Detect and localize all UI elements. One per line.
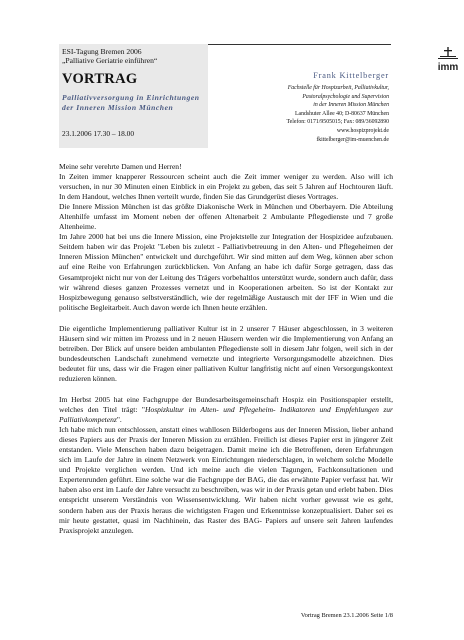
position-paper-title: Hospizkultur im Alten- und Pflegeheim- Indikatoren und Empfehlungen zur Palliativkompetenz (59, 405, 393, 425)
talk-topic-line2: der Inneren Mission München (62, 103, 174, 112)
page-footer: Vortrag Bremen 23.1.2006 Seite 1/8 (300, 612, 393, 619)
paragraph-intro: In Zeiten immer knapperer Ressourcen scheint auch die Zeit immer weniger zu werden. Also will ich versuchen, in nur 30 Minuten einen Einblick in ein Projekt zu geben, das seit 5 Jahren auf Hochtouren läuft. In dem Handout, welches Ihnen verteilt wurde, finden Sie das Grundgerüst dieses Vortrages. (59, 172, 393, 202)
paragraph-approach: Ich habe mich nun entschlossen, anstatt eines wahllosen Bilderbogens aus der Inneren Mission, lieber anhand dieses Papiers aus der Praxis der Inneren Mission zu erzählen. Freilich ist dieses Papier erst in jüngerer Zeit entstanden. Viele Menschen haben dazu beigetragen. Damit meine ich die Betroffenen, deren Erfahrungen sich im Laufe der Jahre in einem Netzwerk von Einrichtungen niederschlagen, in welchem solche Modelle und Projekte verglichen werden. Und ich meine auch die vielen Tagungen, Fachkonsultationen und Expertenrunden geführt. Eine solche war die Fachgruppe der BAG, die das erwähnte Papier verfasst hat. Wir haben also erst im Laufe der Jahre versucht zu beschreiben, was wir in der Praxis getan und erlebt haben. Dies entspricht unserem Verständnis von Wissensentwicklung. Wir haben nicht vorher gewusst wie es geht, sondern haben aus der Praxis heraus die wichtigsten Fragen und Erkenntnisse konzeptualisiert. Daher sei es mir heute gestattet, quasi im Nachhinein, das Raster des BAG- Papiers auf unsere seit Jahren laufendes Praxisprojekt anzulegen. (59, 425, 393, 535)
author-website[interactable]: www.hospizprojekt.de (336, 127, 389, 134)
author-address: Landshuter Allee 40; D-80637 München (294, 110, 389, 117)
paragraph-position-paper (59, 395, 393, 425)
paragraph-project: Im Jahre 2000 hat bei uns die Innere Mission, eine Projektstelle zur Integration der Hospizidee aufzubauen. Seitdem haben wir das Projekt "Leben bis zuletzt - Palliativbetreuung in den Alten- und Pflegeheimen der Inneren Mission München" entwickelt und durchgeführt. Wir sind mitten auf dem Weg, können aber schon auf eine Reihe von Erfahrungen zurückblicken. Von Anfang an habe ich dafür Sorge getragen, dass das Gesamtprojekt nicht nur von der Leitung des Trägers vorbehaltlos unterstützt wurde, sondern auch dafür, dass wir während dieses ganzen Prozesses vernetzt und in Kooperationen arbeiten. So ist der Kontakt zur Hospizbewegung genauso selbstverständlich, wie der regelmäßige Austausch mit der IFF in Wien und die politische Begleitarbeit. Auch davon werde ich Ihnen heute erzählen. (59, 232, 393, 312)
document-header (59, 44, 459, 148)
author-role-line2: Pastoralpsychologie und Supervision (302, 93, 389, 100)
author-phone: Telefon: 0171/9505015; Fax: 089/36092890 (286, 119, 389, 126)
author-contact (287, 84, 389, 144)
paragraph-implementation: Die eigentliche Implementierung palliativer Kultur ist in 2 unserer 7 Häuser abgeschlossen, in 3 weiteren Häusern sind wir mitten im Prozess und in 2 neuen Häusern werden wir die Implementierung von Anfang an betreiben. Der Blick auf unsere beiden ambulanten Pflegedienste soll in diesem Jahr folgen, weil sich in der bundesdeutschen Landschaft zunehmend vernetzte und integrierte Versorgungsmodelle abzeichnen. Dies bedeutet für uns, dass wir die Fragen einer palliativen Kultur langfristig nicht auf einen Versorgungskontext reduzieren können. (59, 323, 393, 383)
event-subtitle: „Palliative Geriatrie einführen“ (62, 56, 158, 65)
logo-text: imm (437, 62, 459, 73)
event-name: ESI-Tagung Bremen 2006 (62, 47, 142, 56)
talk-topic-line1: Palliativversorgung in Einrichtungen (62, 93, 200, 102)
salutation: Meine sehr verehrte Damen und Herren! (59, 162, 182, 171)
document-type-title: VORTRAG (62, 71, 138, 87)
author-name: Frank Kittelberger (313, 71, 389, 80)
author-panel (208, 44, 459, 148)
imm-logo-icon (434, 47, 464, 73)
talk-topic (62, 93, 200, 113)
author-email[interactable]: fkittelberger@im-muenchen.de (316, 136, 389, 143)
talk-date-time: 23.1.2006 17.30 – 18.00 (62, 129, 135, 138)
paragraph-organisation: Die Innere Mission München ist das größte Diakonische Werk in München und Oberbayern. Die Abteilung Altenhilfe umfasst im Moment neben der offenen Altenarbeit 2 Ambulante Pflegedienste und 7 große Altenheime. (59, 202, 393, 232)
position-paper-text-b: ". (116, 415, 122, 425)
position-paper-text-a: Im Herbst 2005 hat eine Fachgruppe der Bundesarbeitsgemeinschaft Hospiz ein Positionspapier erstellt, welches den Titel trägt: " (59, 394, 393, 415)
document-body (59, 162, 393, 536)
author-role-line3: in der Inneren Mission München (313, 102, 389, 109)
header-title-panel (59, 44, 208, 148)
author-role-line1: Fachstelle für Hospizarbeit, Palliativkultur, (287, 85, 389, 91)
